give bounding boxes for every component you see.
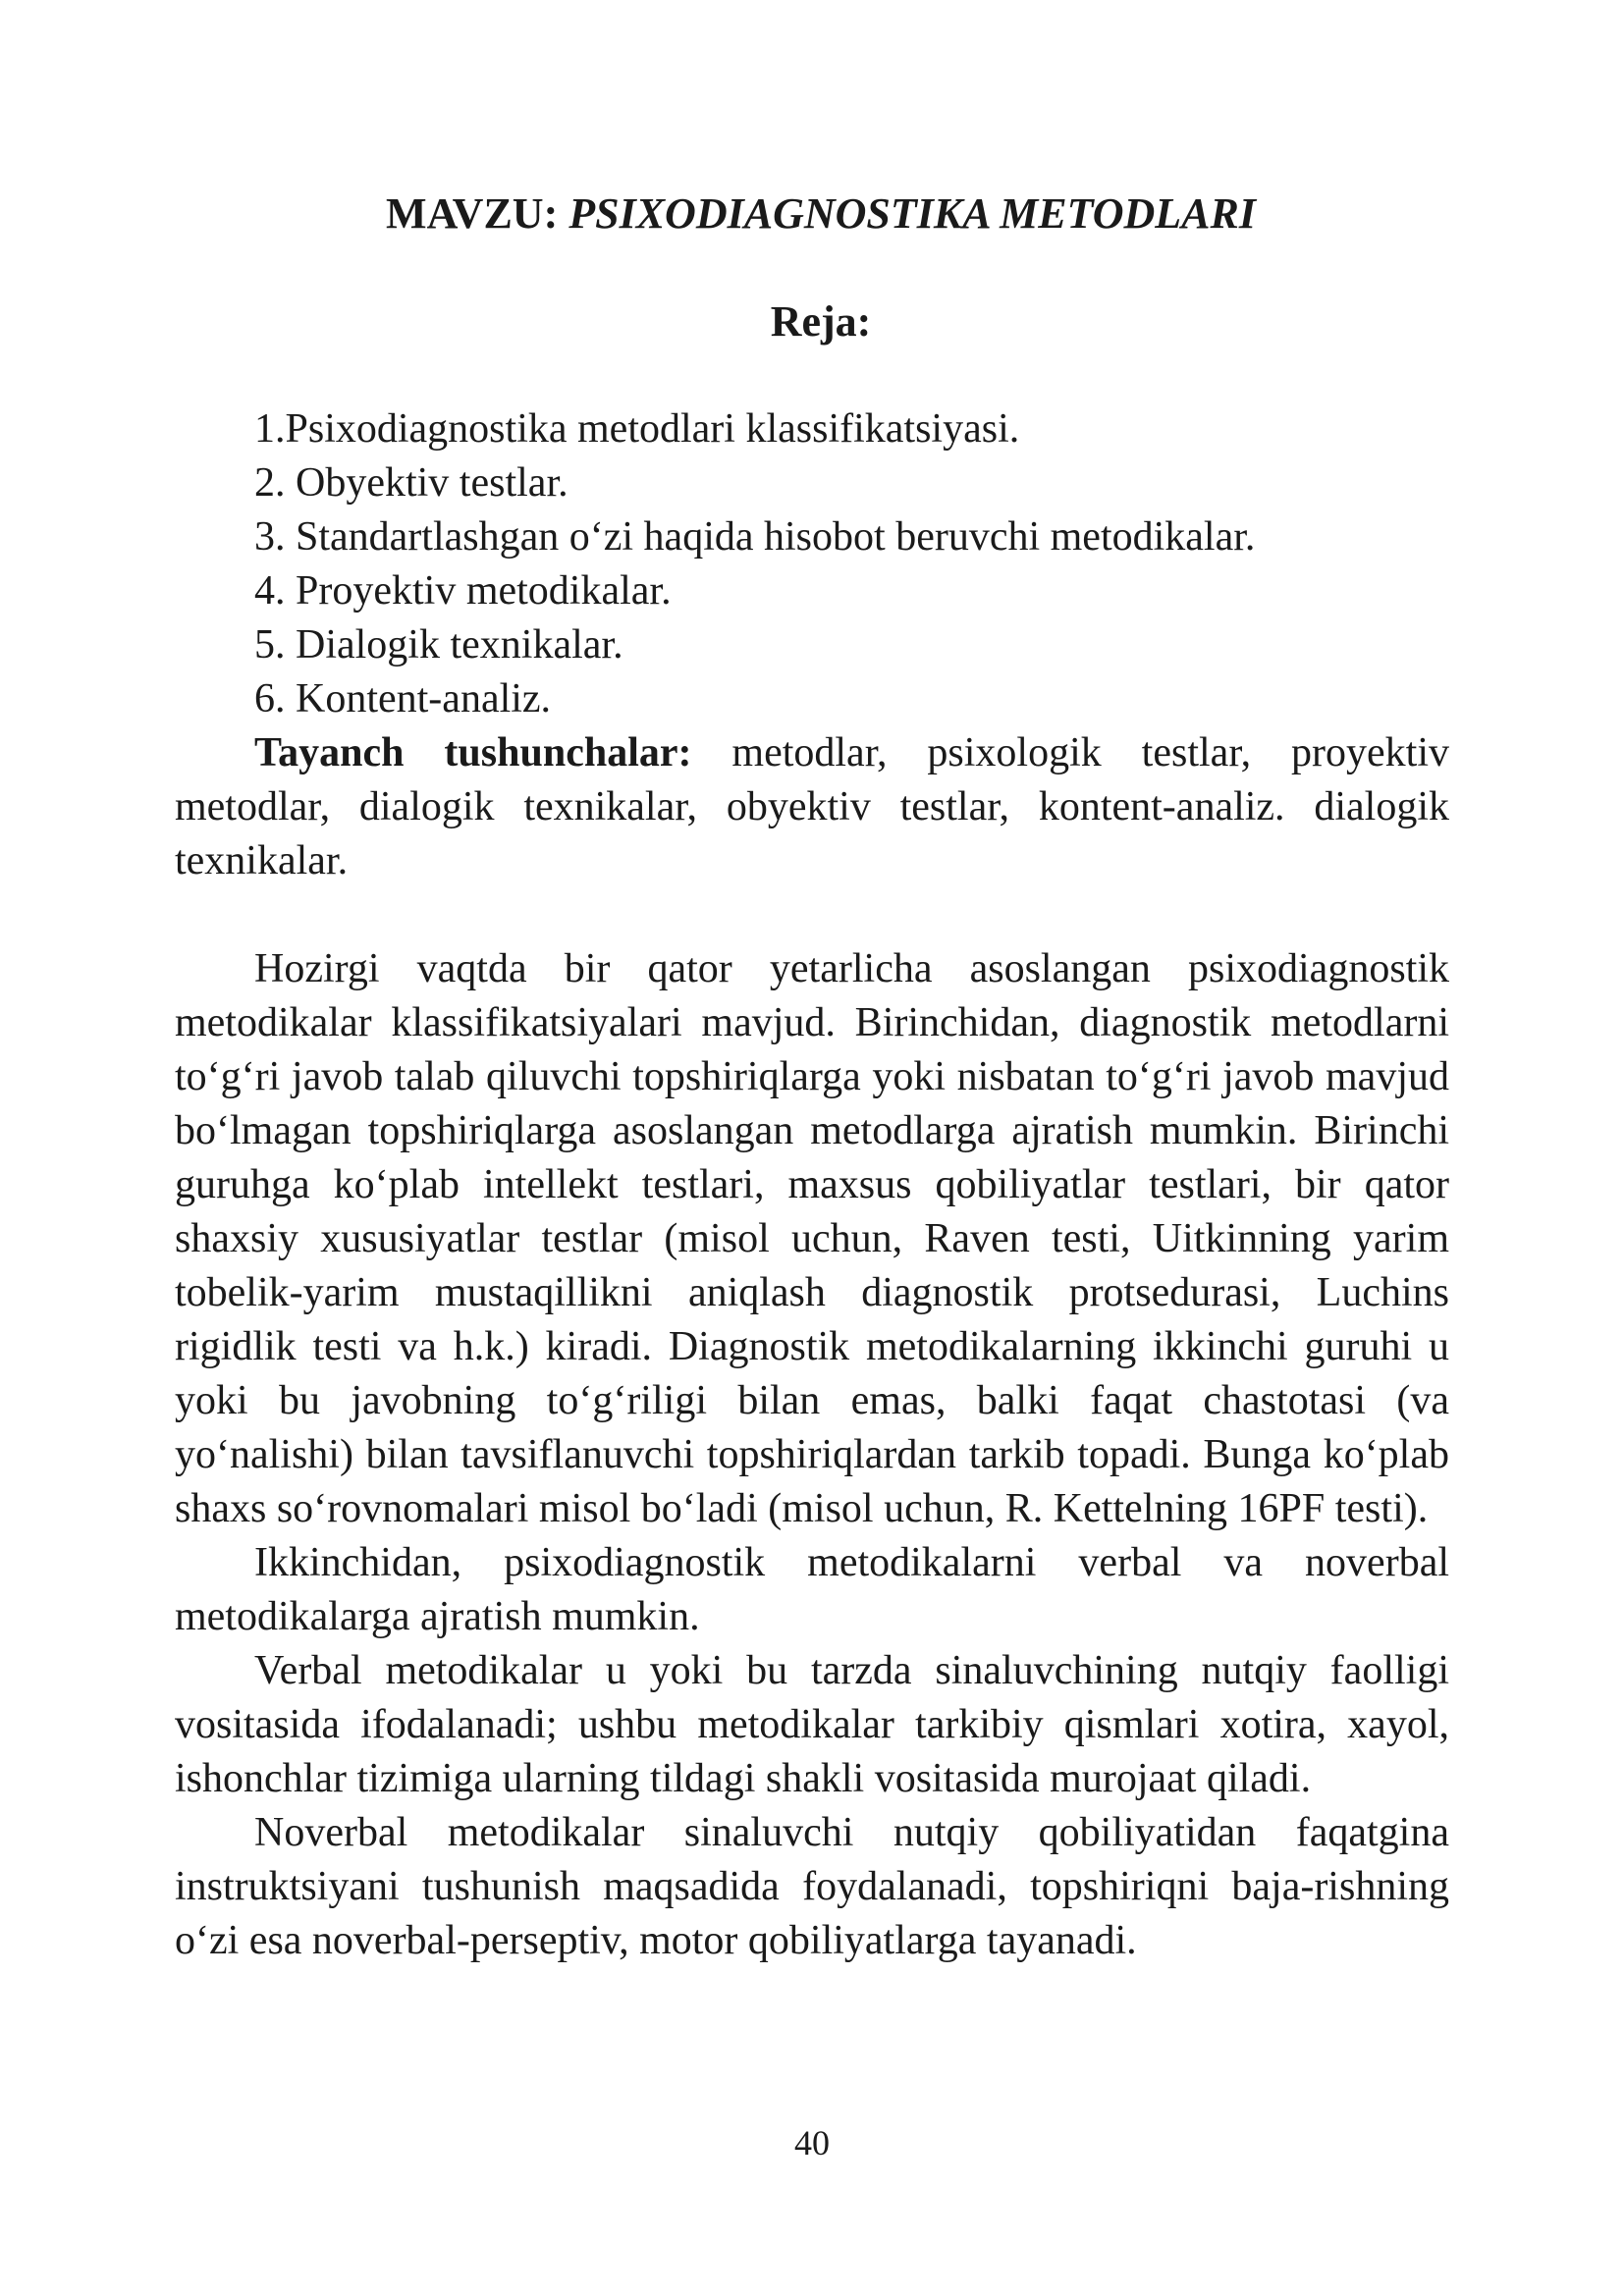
plan-item: 5. Dialogik texnikalar. — [254, 622, 623, 667]
plan-heading: Reja: — [770, 297, 872, 346]
plan-item: 1.Psixodiagnostika metodlari klassifikatsiyasi. — [254, 406, 1020, 452]
plan-item: 6. Kontent-analiz. — [254, 676, 552, 721]
title-topic: PSIXODIAGNOSTIKA METODLARI — [568, 189, 1256, 238]
plan-item: 4. Proyektiv metodikalar. — [254, 568, 672, 614]
key-concepts — [175, 726, 1449, 888]
body-paragraph: Hozirgi vaqtda bir qator yetarlicha asoslangan psixodiagnostik metodikalar klassifikatsiyalari mavjud. Birinchidan, diagnostik metodlarni to‘g‘ri javob talab qiluvchi topshiriqlarga yoki nisbatan to‘g‘ri javob mavjud bo‘lmagan topshiriqlarga asoslangan metodlarga ajratish mumkin. Birinchi guruhga ko‘plab intellekt testlari, maxsus qobiliyatlar testlari, bir qator shaxsiy xususiyatlar testlar (misol uchun, Raven testi, Uitkinning yarim tobelik-yarim mustaqillikni aniqlash diagnostik protsedurasi, Luchins rigidlik testi va h.k.) kiradi. Diagnostik metodikalarning ikkinchi guruhi u yoki bu javobning to‘g‘riligi bilan emas, balki faqat chastotasi (va yo‘nalishi) bilan tavsiflanuvchi topshiriqlardan tarkib topadi. Bunga ko‘plab shaxs so‘rovnomalari misol bo‘ladi (misol uchun, R. Kettelning 16PF testi). — [175, 946, 1449, 1531]
page-title — [175, 187, 1449, 240]
key-concepts-text: metodlar, psixologik testlar, proyektiv metodlar, dialogik texnikalar, obyektiv testlar, kontent-analiz. dialogik texnikalar. — [175, 730, 1450, 883]
section-gap — [175, 888, 1449, 942]
page-number: 40 — [794, 2123, 830, 2163]
plan-list — [175, 402, 1449, 726]
body-paragraph: Ikkinchidan, psixodiagnostik metodikalarni verbal va noverbal metodikalarga ajratish mumkin. — [175, 1540, 1449, 1639]
title-prefix: MAVZU: — [386, 189, 569, 238]
plan-item: 3. Standartlashgan o‘zi haqida hisobot beruvchi metodikalar. — [254, 514, 1256, 560]
body-paragraph: Verbal metodikalar u yoki bu tarzda sinaluvchining nutqiy faolligi vositasida ifodalanadi; ushbu metodikalar tarkibiy qismlari xotira, xayol, ishonchlar tizimiga ularning tildagi shakli vositasida murojaat qiladi. — [175, 1648, 1449, 1801]
plan-item: 2. Obyektiv testlar. — [254, 460, 568, 506]
page-content — [175, 187, 1449, 1968]
body-paragraph: Noverbal metodikalar sinaluvchi nutqiy qobiliyatidan faqatgina instruktsiyani tushunish maqsadida foydalanadi, topshiriqni baja-rishning o‘zi esa noverbal-perseptiv, motor qobiliyatlarga tayanadi. — [175, 1810, 1449, 1963]
key-concepts-label: Tayanch tushunchalar: — [254, 730, 692, 775]
